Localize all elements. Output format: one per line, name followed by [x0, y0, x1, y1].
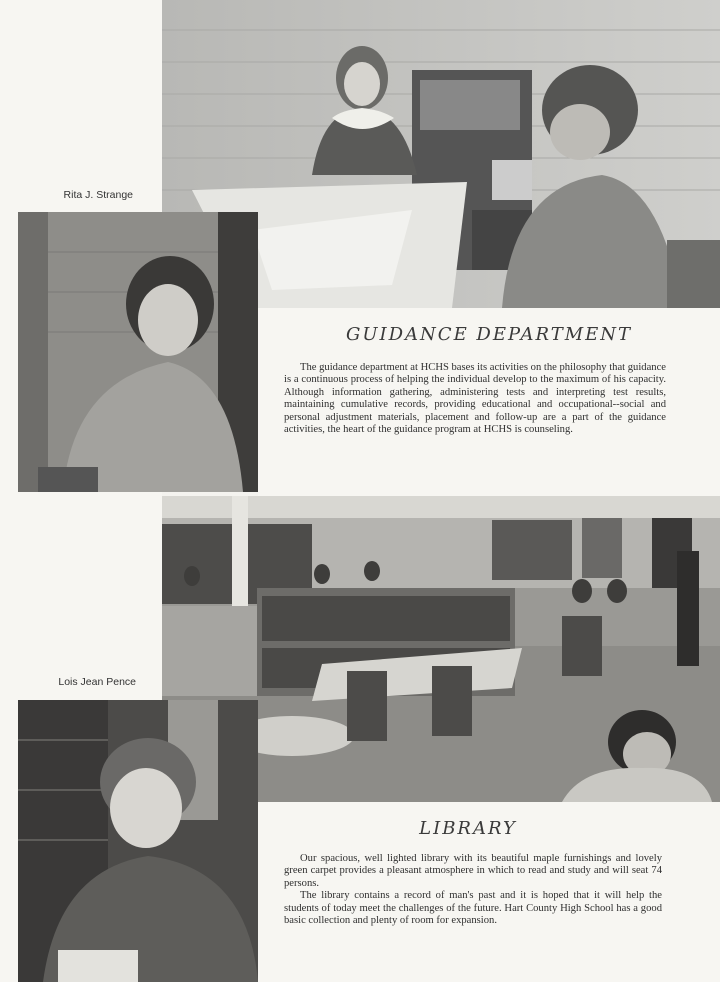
library-paragraph-1: Our spacious, well lighted library with its beautiful maple furnishings and lovely green carpet provides a pleasant atmosphere in which to read and study and will seat 74 persons. — [284, 853, 662, 889]
guidance-paragraph — [284, 362, 666, 436]
portrait-photo-2 — [18, 700, 258, 982]
library-paragraph-2: The library contains a record of man's past and it is hoped that it will help the students of today meet the challenges of the future. Hart County High School has a good basic collection and plenty of room for expansion. — [284, 890, 662, 927]
portrait-caption-1: Rita J. Strange — [63, 189, 133, 201]
library-heading: LIBRARY — [419, 818, 517, 839]
portrait-caption-2: Lois Jean Pence — [58, 676, 136, 688]
library-paragraphs — [284, 853, 662, 927]
portrait-photo-1 — [18, 212, 258, 492]
guidance-heading: GUIDANCE DEPARTMENT — [345, 324, 633, 345]
guidance-paragraph-text: The guidance department at HCHS bases its activities on the philosophy that guidance is a continuous process of helping the individual develop to the maximum of his capacity. Although information gathering, administering tests and interpreting test results, maintaining cumulative records, providing educational and occupational--social and personal adjustment materials, placement and follow-up are a part of the guidance activities, the heart of the guidance program at HCHS is counseling. — [284, 362, 666, 436]
